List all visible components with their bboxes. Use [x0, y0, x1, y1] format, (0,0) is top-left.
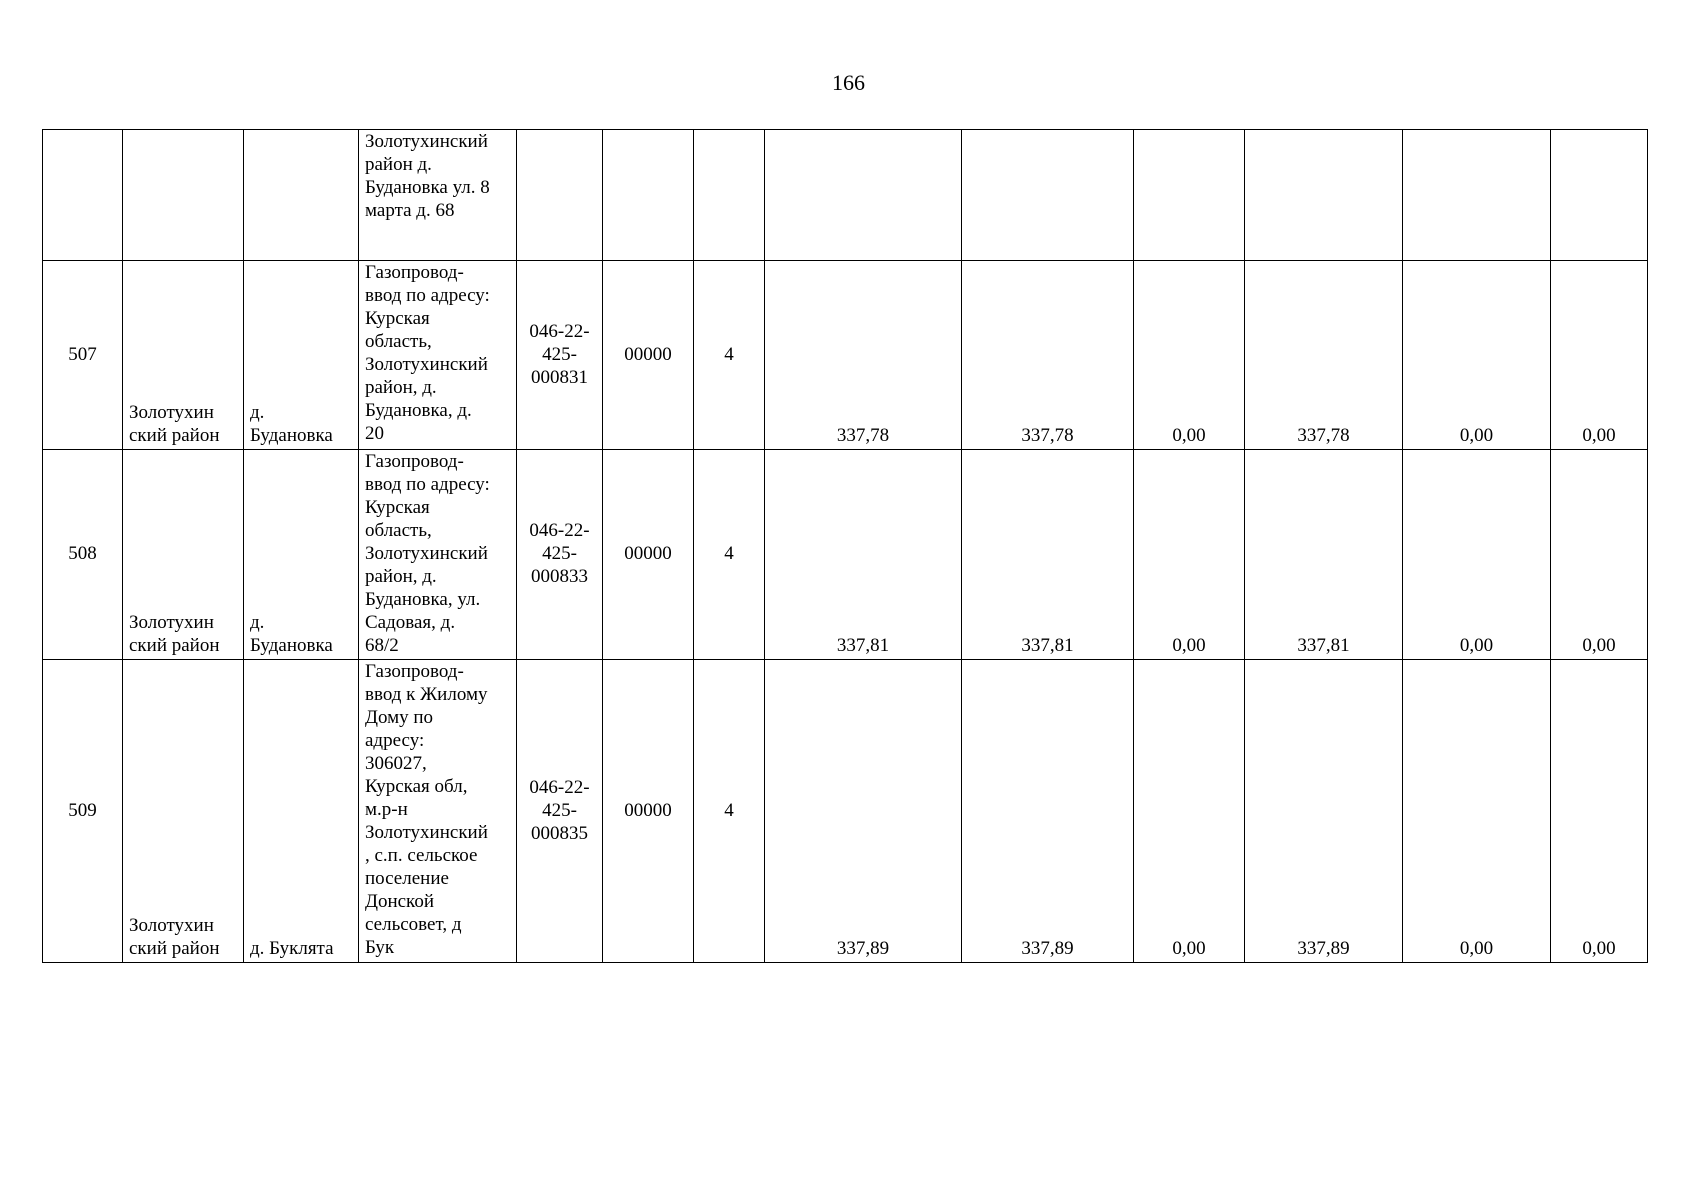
- cell-value-5: 0,00: [1403, 660, 1551, 963]
- cell-value-4: 337,81: [1245, 450, 1403, 660]
- cell-index: [43, 130, 123, 261]
- cell-value-1: [765, 130, 962, 261]
- cell-value-4: 337,78: [1245, 261, 1403, 450]
- registry-table: [42, 129, 1648, 963]
- page-number: 166: [832, 70, 865, 95]
- cell-district: Золотухин ский район: [123, 660, 244, 963]
- cell-index: 508: [43, 450, 123, 660]
- cell-value-2: 337,89: [962, 660, 1134, 963]
- cell-address: Газопровод- ввод по адресу: Курская область, Золотухинский район, д. Будановка, д. 20: [359, 261, 517, 450]
- cell-col7: 4: [694, 450, 765, 660]
- cell-address: Золотухинский район д. Будановка ул. 8 марта д. 68: [359, 130, 517, 261]
- cell-settlement: д. Будановка: [244, 261, 359, 450]
- cell-value-5: [1403, 130, 1551, 261]
- cell-value-1: 337,78: [765, 261, 962, 450]
- cell-value-3: 0,00: [1134, 261, 1245, 450]
- cell-code2: 00000: [603, 660, 694, 963]
- cell-value-3: 0,00: [1134, 660, 1245, 963]
- table-row: [43, 261, 1648, 450]
- cell-value-6: 0,00: [1551, 450, 1648, 660]
- cell-address: Газопровод- ввод к Жилому Дому по адресу: 306027, Курская обл, м.р-н Золотухинский , с.п. сельское поселение Донской сельсовет, д Бук: [359, 660, 517, 963]
- cell-value-6: 0,00: [1551, 261, 1648, 450]
- cell-code: 046-22- 425- 000835: [517, 660, 603, 963]
- table-row: [43, 130, 1648, 261]
- cell-value-5: 0,00: [1403, 450, 1551, 660]
- cell-value-1: 337,89: [765, 660, 962, 963]
- cell-district: Золотухин ский район: [123, 261, 244, 450]
- cell-code: [517, 130, 603, 261]
- cell-value-6: [1551, 130, 1648, 261]
- cell-code: 046-22- 425- 000833: [517, 450, 603, 660]
- cell-settlement: д. Будановка: [244, 450, 359, 660]
- cell-value-2: [962, 130, 1134, 261]
- cell-value-3: 0,00: [1134, 450, 1245, 660]
- cell-value-5: 0,00: [1403, 261, 1551, 450]
- cell-settlement: [244, 130, 359, 261]
- cell-col7: 4: [694, 261, 765, 450]
- cell-col7: [694, 130, 765, 261]
- cell-value-3: [1134, 130, 1245, 261]
- table-row: [43, 660, 1648, 963]
- cell-value-2: 337,81: [962, 450, 1134, 660]
- cell-address: Газопровод- ввод по адресу: Курская область, Золотухинский район, д. Будановка, ул. Садовая, д. 68/2: [359, 450, 517, 660]
- cell-index: 507: [43, 261, 123, 450]
- cell-index: 509: [43, 660, 123, 963]
- cell-code2: 00000: [603, 450, 694, 660]
- cell-value-2: 337,78: [962, 261, 1134, 450]
- cell-code: 046-22- 425- 000831: [517, 261, 603, 450]
- cell-value-6: 0,00: [1551, 660, 1648, 963]
- cell-value-4: [1245, 130, 1403, 261]
- cell-col7: 4: [694, 660, 765, 963]
- cell-district: Золотухин ский район: [123, 450, 244, 660]
- table-row: [43, 450, 1648, 660]
- cell-code2: [603, 130, 694, 261]
- cell-value-1: 337,81: [765, 450, 962, 660]
- cell-settlement: д. Буклята: [244, 660, 359, 963]
- cell-code2: 00000: [603, 261, 694, 450]
- cell-value-4: 337,89: [1245, 660, 1403, 963]
- cell-district: [123, 130, 244, 261]
